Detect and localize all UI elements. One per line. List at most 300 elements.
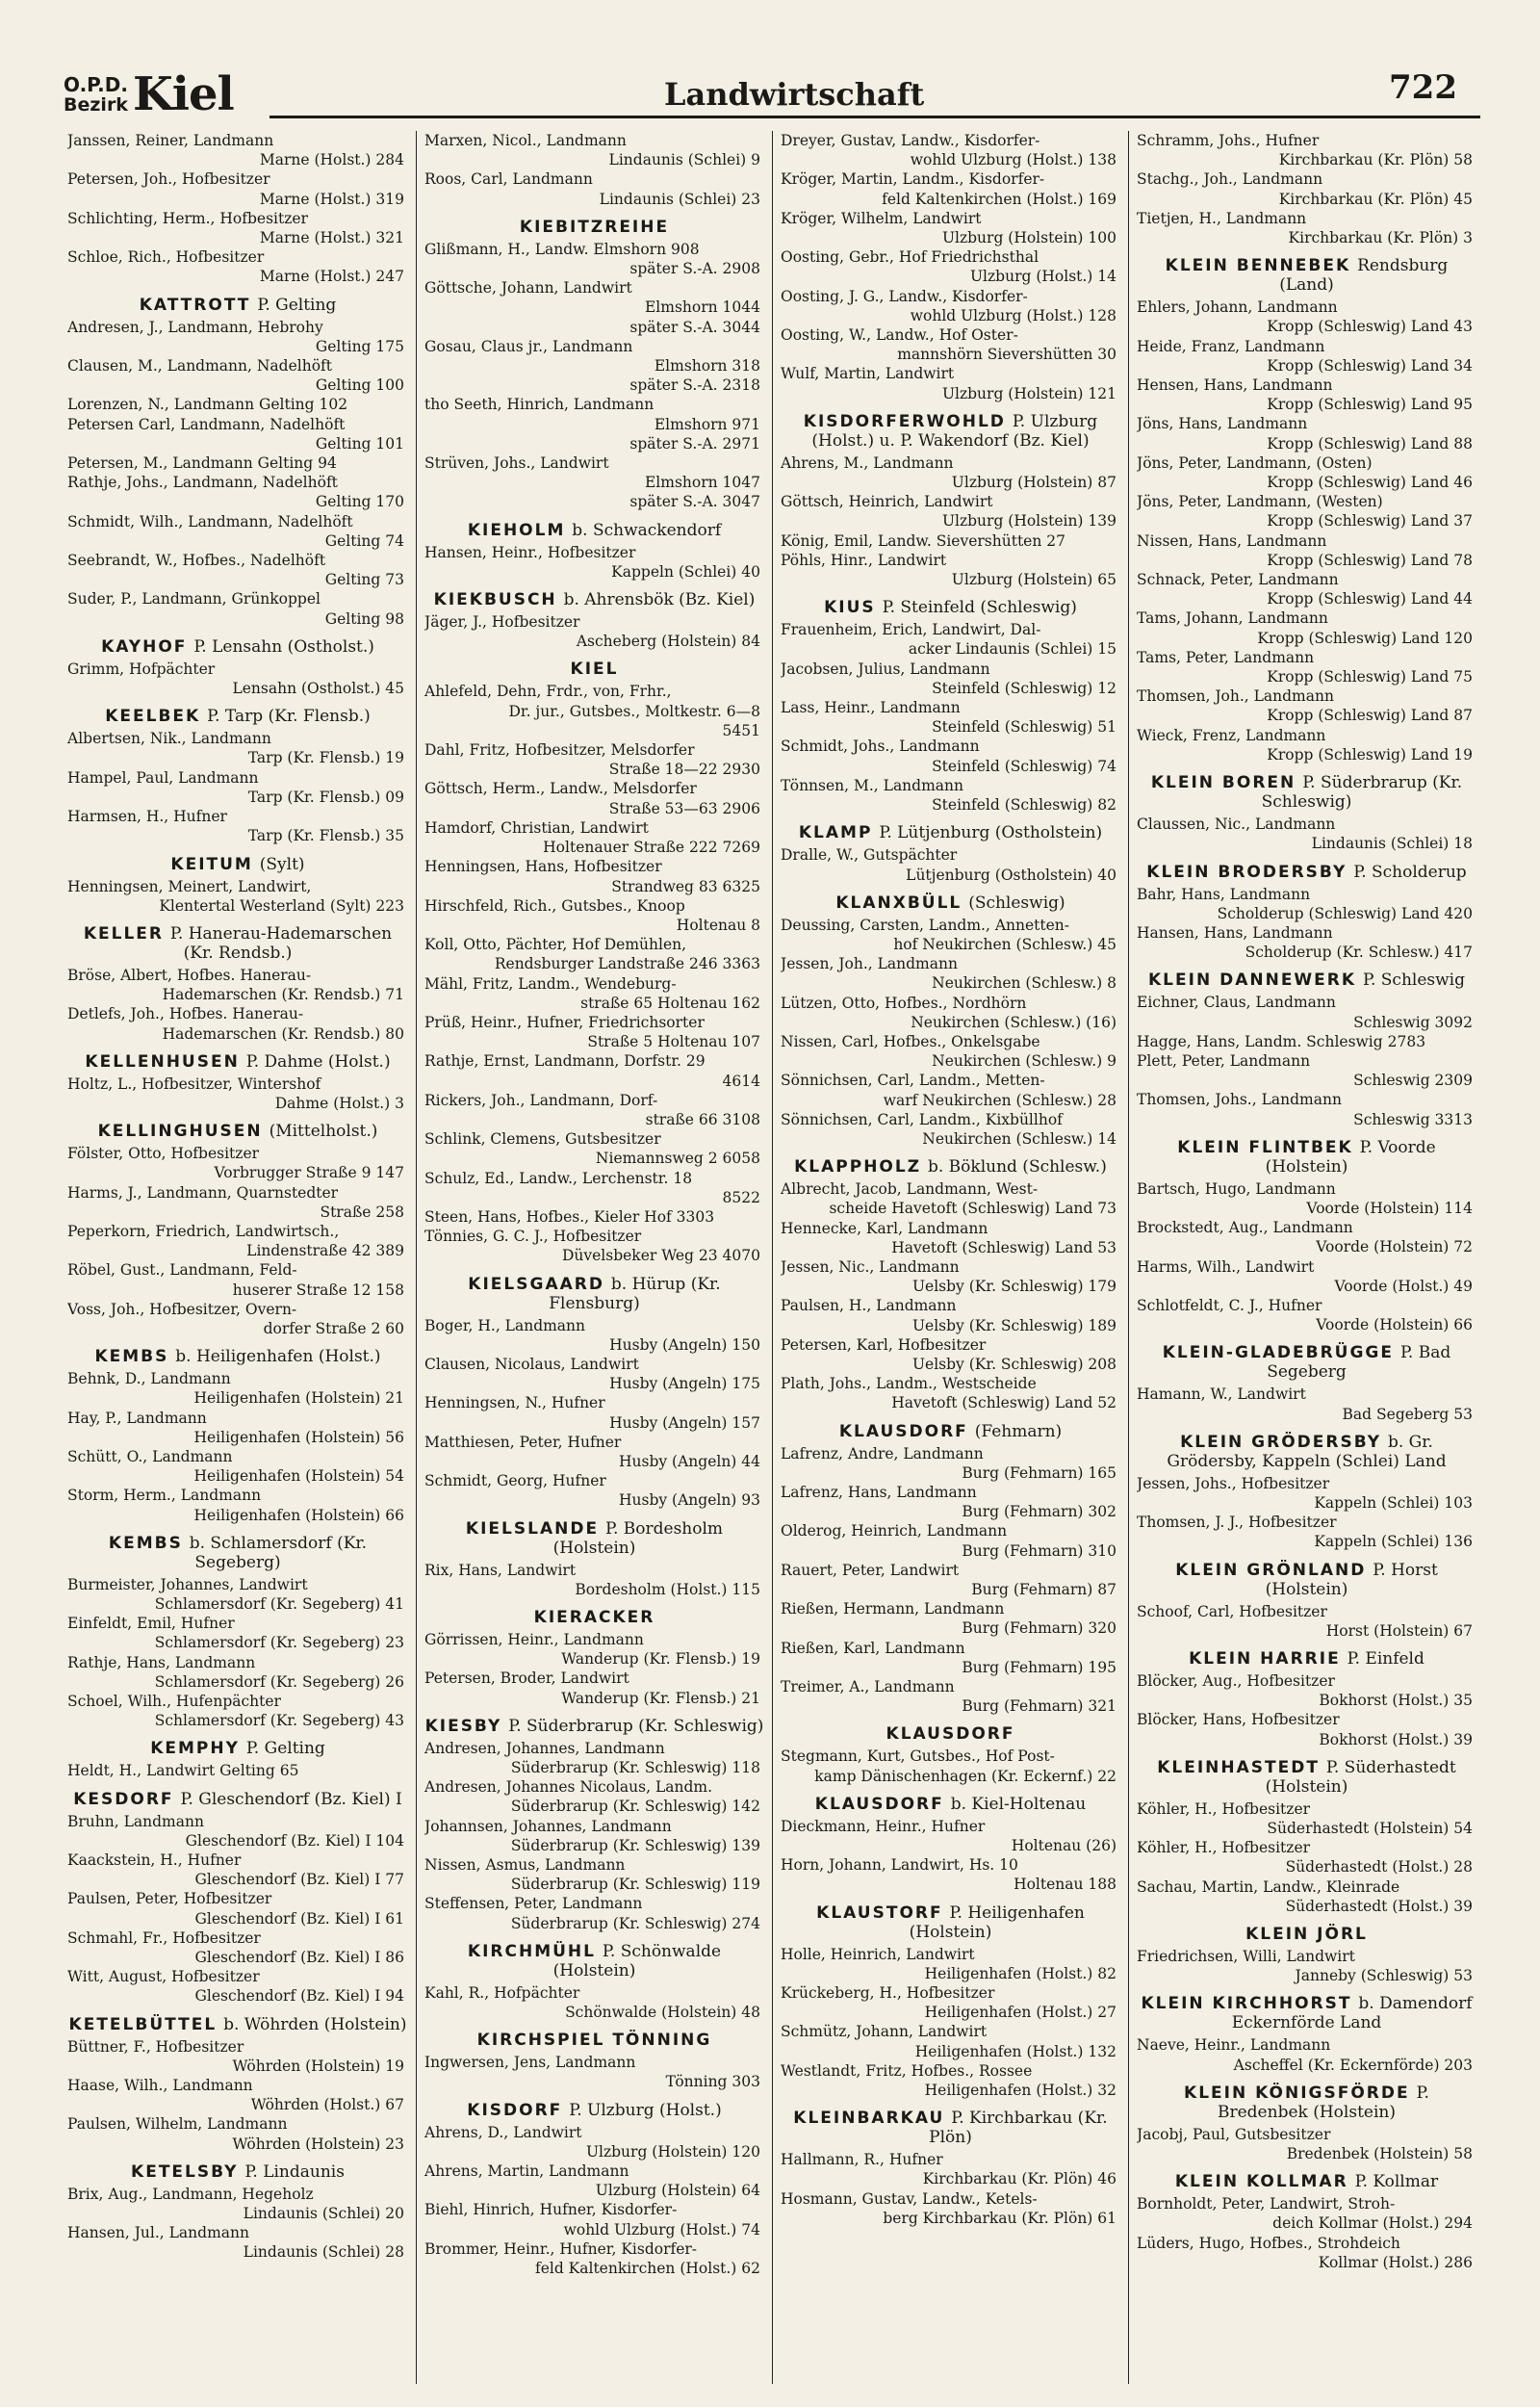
directory-entry <box>781 1561 1120 1599</box>
directory-entry <box>1137 608 1476 647</box>
entry-location-line: Burg (Fehmarn) 320 <box>962 1619 1116 1638</box>
directory-entry <box>781 1483 1120 1521</box>
post-office: P. Bordesholm (Holstein) <box>552 1518 724 1558</box>
post-office: b. Schlamersdorf (Kr. Segeberg) <box>189 1533 368 1572</box>
entry-location-line: Straße 258 <box>320 1203 404 1221</box>
post-office: b. Gr. Grödersby, Kappeln (Schlei) Land <box>1167 1432 1447 1471</box>
entry-name-line: Rathje, Hans, Landmann <box>67 1653 256 1671</box>
entry-name-line: Jöns, Peter, Landmann, (Westen) <box>1137 493 1383 511</box>
entry-name-line: Jessen, Johs., Hofbesitzer <box>1137 1474 1330 1492</box>
entry-location-line: Gelting 98 <box>324 609 404 628</box>
entry-location-line: huserer Straße 12 158 <box>232 1281 404 1299</box>
directory-entry <box>781 1855 1120 1894</box>
post-office: b. Wöhrden (Holstein) <box>223 2014 407 2034</box>
directory-entry <box>1137 1513 1476 1551</box>
directory-entry <box>1137 2194 1476 2233</box>
place-heading <box>67 1534 408 1572</box>
post-office: P. Schönwalde (Holstein) <box>552 1941 722 1980</box>
directory-entry <box>1137 1032 1476 1051</box>
entry-name-line: König, Emil, Landw. Sievershütten 27 <box>781 531 1065 550</box>
directory-entry <box>67 807 408 845</box>
entry-location-line: Horst (Holstein) 67 <box>1325 1621 1473 1640</box>
entry-location-line: Kropp (Schleswig) Land 37 <box>1267 512 1473 531</box>
entry-location-line: Kirchbarkau (Kr. Plön) 3 <box>1288 229 1473 247</box>
entry-name-line: Hallmann, R., Hufner <box>781 2151 943 2169</box>
post-office: P. Heiligenhafen (Holstein) <box>909 1902 1085 1942</box>
directory-entry <box>67 1004 408 1043</box>
post-office: P. Schleswig <box>1362 971 1465 991</box>
directory-entry <box>67 966 408 1004</box>
directory-entry <box>424 1207 764 1227</box>
directory-entry <box>781 2022 1120 2060</box>
entry-name-line: Schlichting, Herm., Hofbesitzer <box>67 209 308 227</box>
place-name: KIELSGAARD <box>468 1274 604 1294</box>
directory-entry <box>67 1967 408 2006</box>
post-office: P. Süderbrarup (Kr. Schleswig) <box>1261 773 1463 813</box>
section-title: Landwirtschaft <box>664 76 925 113</box>
entry-location-line: Heiligenhafen (Holstein) 54 <box>193 1467 404 1486</box>
directory-entry <box>1137 1474 1476 1513</box>
entry-location-line: Düvelsbeker Weg 23 4070 <box>561 1247 760 1265</box>
entry-name-line: Clausen, M., Landmann, Nadelhöft <box>67 357 332 375</box>
entry-location-line: Steinfeld (Schleswig) 51 <box>932 718 1116 737</box>
post-office: (Sylt) <box>259 854 305 874</box>
directory-entry <box>424 1630 764 1669</box>
directory-entry <box>424 2123 764 2161</box>
entry-location-line: Neukirchen (Schlesw.) 14 <box>922 1129 1116 1148</box>
entry-location-line: Neukirchen (Schlesw.) (16) <box>911 1013 1116 1031</box>
entry-location-line: Schönwalde (Holstein) 48 <box>565 2004 760 2022</box>
entry-name-line: Köhler, H., Hofbesitzer <box>1137 1799 1311 1818</box>
entry-name-line: Hamdorf, Christian, Landwirt <box>424 818 649 837</box>
directory-entry <box>424 169 764 208</box>
place-heading <box>67 1739 408 1758</box>
post-office: b. Damendorf Eckernförde Land <box>1231 1994 1473 2033</box>
place-name: KAYHOF <box>101 636 188 657</box>
directory-entry <box>67 589 408 628</box>
place-name: KLAUSDORF <box>886 1724 1015 1745</box>
directory-entry <box>67 1889 408 1928</box>
entry-name-line: Hirschfeld, Rich., Gutsbes., Knoop <box>424 896 685 915</box>
directory-entry <box>424 1091 764 1129</box>
place-heading <box>424 590 764 609</box>
entry-name-line: Kaackstein, H., Hufner <box>67 1851 242 1870</box>
directory-entry <box>1137 993 1476 1031</box>
entry-location-line: Kropp (Schleswig) Land 95 <box>1267 396 1473 414</box>
directory-entry <box>424 1777 764 1816</box>
entry-name-line: Thomsen, Johs., Landmann <box>1137 1091 1342 1109</box>
entry-name-line: Wulf, Martin, Landwirt <box>781 365 955 383</box>
directory-entry <box>781 247 1120 286</box>
place-heading <box>1137 1649 1476 1669</box>
directory-entry <box>67 877 408 916</box>
directory-entry <box>781 1335 1120 1374</box>
place-heading <box>1137 256 1476 295</box>
directory-entry <box>424 974 764 1013</box>
directory-entry <box>781 1747 1120 1785</box>
directory-entry <box>424 1433 764 1471</box>
directory-entry <box>781 1983 1120 2022</box>
entry-name-line: Hagge, Hans, Landm. Schleswig 2783 <box>1137 1032 1426 1050</box>
entry-location-line: Süderbrarup (Kr. Schleswig) 274 <box>510 1914 760 1932</box>
entry-location-line: Kappeln (Schlei) 136 <box>1314 1533 1473 1551</box>
entry-name-line: Plett, Peter, Landmann <box>1137 1051 1311 1070</box>
directory-entry <box>67 1575 408 1614</box>
directory-entry <box>1137 169 1476 208</box>
entry-name-line: Rießen, Hermann, Landmann <box>781 1600 1005 1618</box>
post-office: P. Süderbrarup (Kr. Schleswig) <box>508 1716 764 1736</box>
entry-name-line: Dahl, Fritz, Hofbesitzer, Melsdorfer <box>424 741 695 760</box>
entry-location-line: Süderbrarup (Kr. Schleswig) 118 <box>510 1759 760 1777</box>
place-name: KLAMP <box>798 823 873 843</box>
directory-entry <box>67 2076 408 2114</box>
entry-name-line: Sachau, Martin, Landw., Kleinrade <box>1137 1877 1400 1896</box>
entry-name-line: Schulz, Ed., Landw., Lerchenstr. 18 <box>424 1169 693 1187</box>
directory-entry <box>424 1227 764 1265</box>
directory-entry <box>424 1051 764 1090</box>
entry-location-line: acker Lindaunis (Schlei) 15 <box>908 640 1116 659</box>
post-office: P. Süderhastedt (Holstein) <box>1265 1757 1456 1797</box>
entry-name-line: Hansen, Heinr., Hofbesitzer <box>424 543 636 561</box>
directory-entry <box>781 2061 1120 2100</box>
entry-location-line: Klentertal Westerland (Sylt) 223 <box>159 896 404 915</box>
entry-name-line: Schoel, Wilh., Hufenpächter <box>67 1693 281 1710</box>
directory-entry <box>1137 2035 1476 2074</box>
post-office: P. Lindaunis <box>244 2161 345 2182</box>
place-name: KEELBEK <box>105 707 201 727</box>
place-heading <box>424 1519 764 1558</box>
entry-location-line: Steinfeld (Schleswig) 12 <box>932 679 1116 697</box>
entry-name-line: Ahrens, Martin, Landmann <box>424 2162 629 2181</box>
directory-entry <box>781 453 1120 492</box>
place-name: KLEIN KÖNIGSFÖRDE <box>1184 2083 1410 2103</box>
entry-location-line: Bokhorst (Holst.) 35 <box>1319 1692 1473 1710</box>
entry-name-line: Stachg., Joh., Landmann <box>1137 170 1323 189</box>
entry-location-line: Ulzburg (Holstein) 121 <box>941 384 1116 402</box>
place-name: KELLENHUSEN <box>85 1051 240 1072</box>
entry-location-line: warf Neukirchen (Schlesw.) 28 <box>883 1091 1116 1109</box>
entry-location-line: Hademarschen (Kr. Rendsb.) 80 <box>162 1024 404 1043</box>
entry-name-line: Lorenzen, N., Landmann Gelting 102 <box>67 396 348 414</box>
entry-name-line: Prüß, Heinr., Hufner, Friedrichsorter <box>424 1013 705 1031</box>
entry-location-line: Ascheffel (Kr. Eckernförde) 203 <box>1233 2056 1473 2074</box>
place-name: KLEIN GRÖDERSBY <box>1180 1432 1382 1452</box>
post-office: P. Kollmar <box>1354 2172 1439 2192</box>
entry-location-line: Husby (Angeln) 93 <box>618 1491 760 1510</box>
entry-name-line: Oosting, W., Landw., Hof Oster- <box>781 326 1018 345</box>
entry-name-line: Westlandt, Fritz, Hofbes., Rossee <box>781 2061 1033 2080</box>
place-name: KLEIN KIRCHHORST <box>1141 1994 1352 2014</box>
entry-name-line: tho Seeth, Hinrich, Landmann <box>424 396 654 414</box>
entry-name-line: Harms, J., Landmann, Quarnstedter <box>67 1183 339 1202</box>
entry-name-line: Albrecht, Jacob, Landmann, West- <box>781 1180 1039 1199</box>
entry-location-line: wohld Ulzburg (Holst.) 138 <box>910 151 1116 169</box>
header-rule <box>270 116 1480 118</box>
page-number: 722 <box>1389 68 1457 107</box>
entry-location-line: Süderhastedt (Holst.) 39 <box>1285 1897 1473 1915</box>
entry-location-line: Havetoft (Schleswig) Land 53 <box>891 1238 1116 1256</box>
entry-name-line: Oosting, J. G., Landw., Kisdorfer- <box>781 287 1028 305</box>
entry-name-line: Rathje, Johs., Landmann, Nadelhöft <box>67 474 338 492</box>
entry-name-line: Schloe, Rich., Hofbesitzer <box>67 248 265 267</box>
entry-name-line: Claussen, Nic., Landmann <box>1137 815 1336 834</box>
entry-location-line: Gelting 170 <box>315 493 404 511</box>
post-office: P. Steinfeld (Schleswig) <box>882 598 1077 618</box>
post-office: P. Dahme (Holst.) <box>245 1051 391 1072</box>
directory-entry <box>781 1219 1120 1257</box>
entry-name-line: Henningsen, Hans, Hofbesitzer <box>424 858 662 876</box>
entry-location-line: straße 65 Holtenau 162 <box>580 994 760 1012</box>
entry-name-line: Schmidt, Johs., Landmann <box>781 738 980 756</box>
directory-entry <box>781 1296 1120 1334</box>
entry-location-line: Holtenauer Straße 222 7269 <box>543 839 760 857</box>
place-name: KIEBITZREIHE <box>519 217 670 237</box>
entry-location-line: Ulzburg (Holstein) 65 <box>951 571 1116 589</box>
entry-name-line: Schoof, Carl, Hofbesitzer <box>1137 1602 1327 1620</box>
place-name: KIERACKER <box>533 1608 655 1627</box>
directory-entry <box>781 1639 1120 1677</box>
place-heading <box>781 1795 1120 1814</box>
place-heading <box>1137 1433 1476 1471</box>
directory-entry <box>424 2200 764 2239</box>
entry-name-line: Jessen, Joh., Landmann <box>781 955 958 973</box>
entry-location-line: deich Kollmar (Holst.) 294 <box>1272 2214 1473 2233</box>
directory-entry <box>1137 1838 1476 1876</box>
entry-location-line: Kropp (Schleswig) Land 75 <box>1267 668 1473 686</box>
directory-entry <box>781 845 1120 884</box>
entry-name-line: Matthiesen, Peter, Hufner <box>424 1433 622 1451</box>
entry-name-line: Brommer, Heinr., Hufner, Kisdorfer- <box>424 2239 698 2258</box>
entry-location-line: Dahme (Holst.) 3 <box>274 1094 404 1112</box>
directory-entry <box>424 1739 764 1777</box>
post-office: P. Einfeld <box>1347 1648 1424 1669</box>
entry-name-line: Görrissen, Heinr., Landmann <box>424 1631 644 1648</box>
entry-location-line: Heiligenhafen (Holst.) 132 <box>914 2042 1116 2060</box>
directory-entry <box>67 1300 408 1338</box>
entry-name-line: Kröger, Wilhelm, Landwirt <box>781 209 982 227</box>
directory-entry <box>424 1393 764 1432</box>
directory-entry <box>67 1144 408 1182</box>
entry-location-line: Lütjenburg (Ostholstein) 40 <box>906 866 1116 884</box>
entry-location-line: Gleschendorf (Bz. Kiel) I 61 <box>194 1909 404 1928</box>
directory-entry <box>1137 1296 1476 1334</box>
entry-name-line: Petersen, Broder, Landwirt <box>424 1669 629 1688</box>
entry-location-line: später S.-A. 2908 <box>629 260 760 278</box>
entry-location-line: Kappeln (Schlei) 103 <box>1314 1493 1473 1512</box>
entry-name-line: Einfeldt, Emil, Hufner <box>67 1615 235 1633</box>
place-heading <box>424 1275 764 1313</box>
directory-entry <box>1137 2125 1476 2163</box>
entry-name-line: Friedrichsen, Willi, Landwirt <box>1137 1948 1355 1966</box>
column-1 <box>60 131 416 2384</box>
entry-location-line: Burg (Fehmarn) 310 <box>962 1541 1116 1560</box>
entry-location-line: straße 66 3108 <box>645 1110 760 1128</box>
directory-entry <box>424 1471 764 1510</box>
directory-entry <box>424 1169 764 1207</box>
post-office: Rendsburg (Land) <box>1279 256 1449 296</box>
entry-location-line: Kollmar (Holst.) 286 <box>1318 2253 1473 2271</box>
place-name: KIUS <box>824 598 876 618</box>
place-name: KLEIN-GLADEBRÜGGE <box>1162 1343 1395 1363</box>
entry-location-line: Scholderup (Kr. Schlesw.) 417 <box>1245 944 1473 962</box>
entry-location-line: Wöhrden (Holstein) 23 <box>232 2135 404 2153</box>
place-heading <box>424 2101 764 2120</box>
directory-entry <box>1137 1385 1476 1423</box>
place-name: KIESBY <box>424 1716 502 1736</box>
entry-location-line: hof Neukirchen (Schlesw.) 45 <box>893 935 1116 953</box>
directory-entry <box>67 169 408 208</box>
entry-location-line: Bordesholm (Holst.) 115 <box>575 1580 760 1598</box>
entry-location-line: Marne (Holst.) 319 <box>259 190 404 208</box>
directory-entry <box>781 209 1120 247</box>
entry-location-line: später S.-A. 3044 <box>629 318 760 336</box>
place-name: KLAUSTORF <box>816 1902 943 1923</box>
directory-entry <box>67 729 408 767</box>
place-name: KATTROTT <box>139 295 251 315</box>
directory-entry <box>67 1692 408 1730</box>
entry-name-line: Heide, Franz, Landmann <box>1137 337 1325 355</box>
place-heading <box>67 924 408 963</box>
place-name: KLEIN KOLLMAR <box>1174 2172 1348 2192</box>
directory-entry <box>67 2037 408 2076</box>
directory-entry <box>781 1032 1120 1071</box>
post-office: P. Horst (Holstein) <box>1265 1560 1438 1599</box>
entry-location-line: Ulzburg (Holstein) 120 <box>585 2142 760 2161</box>
entry-location-line: Heiligenhafen (Holst.) 82 <box>924 1964 1116 1982</box>
place-heading <box>1137 1925 1476 1944</box>
entry-name-line: Brockstedt, Aug., Landmann <box>1137 1219 1353 1237</box>
directory-entry <box>781 1071 1120 1109</box>
entry-location-line: Voorde (Holstein) 114 <box>1306 1199 1473 1217</box>
entry-name-line: Bahr, Hans, Landmann <box>1137 885 1311 903</box>
entry-name-line: Köhler, H., Hofbesitzer <box>1137 1839 1311 1857</box>
entry-name-line: Eichner, Claus, Landmann <box>1137 994 1336 1012</box>
directory-entry <box>67 2185 408 2223</box>
entry-location-line: Straße 53—63 2906 <box>608 799 760 817</box>
place-heading <box>781 1157 1120 1177</box>
place-name: KLEINHASTEDT <box>1157 1757 1320 1777</box>
entry-location-line: Schlamersdorf (Kr. Segeberg) 43 <box>154 1712 404 1730</box>
entry-location-line: Lindaunis (Schlei) 9 <box>608 151 760 169</box>
entry-location-line: Wöhrden (Holstein) 19 <box>232 2057 404 2075</box>
entry-name-line: Petersen Carl, Landmann, Nadelhöft <box>67 415 346 433</box>
entry-location-line: Steinfeld (Schleswig) 82 <box>932 796 1116 815</box>
directory-entry <box>67 2114 408 2153</box>
entry-location-line: Tarp (Kr. Flensb.) 35 <box>247 827 404 845</box>
directory-entry <box>781 620 1120 659</box>
directory-entry <box>781 1521 1120 1560</box>
directory-entry <box>67 768 408 807</box>
entry-name-line: Petersen, Karl, Hofbesitzer <box>781 1335 987 1354</box>
entry-name-line: Wieck, Frenz, Landmann <box>1137 726 1326 744</box>
place-heading <box>1137 863 1476 882</box>
place-name: KIELSLANDE <box>465 1518 600 1539</box>
entry-name-line: Haase, Wilh., Landmann <box>67 2077 253 2095</box>
entry-location-line: Kropp (Schleswig) Land 88 <box>1267 434 1473 453</box>
entry-name-line: Harms, Wilh., Landwirt <box>1137 1257 1315 1276</box>
directory-entry <box>424 1669 764 1707</box>
post-office: P. Bredenbek (Holstein) <box>1218 2083 1429 2122</box>
entry-name-line: Büttner, F., Hofbesitzer <box>67 2037 244 2056</box>
entry-name-line: Andresen, Johannes Nicolaus, Landm. <box>424 1778 713 1797</box>
entry-location-line: Husby (Angeln) 44 <box>618 1452 760 1470</box>
opd-label: O.P.D. <box>64 73 128 96</box>
place-name: KLEIN JÖRL <box>1245 1925 1368 1945</box>
entry-name-line: Grimm, Hofpächter <box>67 660 216 678</box>
place-heading <box>424 1608 764 1627</box>
entry-name-line: Johannsen, Johannes, Landmann <box>424 1817 672 1835</box>
directory-entry <box>1137 531 1476 570</box>
entry-location-line: Gelting 100 <box>315 376 404 395</box>
entry-name-line: Göttsche, Johann, Landwirt <box>424 279 632 298</box>
entry-location-line: Uelsby (Kr. Schleswig) 189 <box>911 1316 1116 1334</box>
entry-location-line: Uelsby (Kr. Schleswig) 179 <box>911 1278 1116 1296</box>
directory-entry <box>781 364 1120 402</box>
entry-location-line: 4614 <box>722 1072 760 1090</box>
place-name: KIRCHMÜHL <box>467 1941 596 1961</box>
directory-entry <box>781 551 1120 589</box>
entry-name-line: Tönnsen, M., Landmann <box>781 776 963 794</box>
entry-location-line: 8522 <box>722 1188 760 1206</box>
entry-location-line: Gleschendorf (Bz. Kiel) I 77 <box>194 1871 404 1889</box>
entry-name-line: Schlotfeldt, C. J., Hufner <box>1137 1296 1322 1314</box>
directory-entry <box>781 131 1120 169</box>
place-heading <box>781 893 1120 913</box>
entry-name-line: Henningsen, Meinert, Landwirt, <box>67 877 312 895</box>
entry-name-line: Holtz, L., Hofbesitzer, Wintershof <box>67 1074 321 1093</box>
column-3 <box>772 131 1128 2384</box>
directory-entry <box>1137 1179 1476 1218</box>
directory-entry <box>67 1851 408 1889</box>
place-heading <box>67 637 408 657</box>
directory-entry <box>1137 885 1476 923</box>
entry-name-line: Tams, Peter, Landmann <box>1137 648 1315 666</box>
entry-location-line: Heiligenhafen (Holst.) 32 <box>924 2082 1116 2100</box>
entry-name-line: Nissen, Carl, Hofbes., Onkelsgabe <box>781 1032 1040 1050</box>
entry-name-line: Dieckmann, Heinr., Hufner <box>781 1817 986 1835</box>
directory-entry <box>781 916 1120 954</box>
entry-name-line: Mähl, Fritz, Landm., Wendeburg- <box>424 974 677 993</box>
directory-entry <box>424 740 764 779</box>
place-name: KLAUSDORF <box>838 1421 968 1441</box>
place-heading <box>1137 1994 1476 2032</box>
directory-entry <box>67 209 408 247</box>
place-heading <box>1137 1343 1476 1382</box>
entry-name-line: Hensen, Hans, Landmann <box>1137 376 1333 395</box>
entry-name-line: Bornholdt, Peter, Landwirt, Stroh- <box>1137 2195 1396 2213</box>
place-heading <box>67 1122 408 1141</box>
entry-location-line: Ascheberg (Holstein) 84 <box>576 633 760 651</box>
entry-name-line: Dralle, W., Gutspächter <box>781 846 958 865</box>
entry-location-line: Süderbrarup (Kr. Schleswig) 119 <box>510 1876 760 1894</box>
post-office: P. Gelting <box>245 1739 325 1759</box>
entry-name-line: Sönnichsen, Carl, Landm., Metten- <box>781 1072 1045 1090</box>
directory-entry <box>424 1983 764 2022</box>
post-office: b. Ahrensbök (Bz. Kiel) <box>563 590 756 610</box>
column-4 <box>1128 131 1484 2384</box>
entry-location-line: Ulzburg (Holstein) 87 <box>951 474 1116 492</box>
entry-name-line: Jessen, Nic., Landmann <box>781 1257 960 1276</box>
directory-entry <box>424 2239 764 2278</box>
post-office: (Fehmarn) <box>974 1421 1063 1441</box>
entry-name-line: Hamann, W., Landwirt <box>1137 1385 1306 1404</box>
entry-name-line: Göttsch, Heinrich, Landwirt <box>781 493 993 511</box>
entry-location-line: Hademarschen (Kr. Rendsb.) 71 <box>162 986 404 1004</box>
place-name: KESDORF <box>73 1789 174 1809</box>
directory-entry <box>67 1761 408 1780</box>
place-name: KIEHOLM <box>467 520 566 540</box>
directory-entry <box>424 453 764 512</box>
